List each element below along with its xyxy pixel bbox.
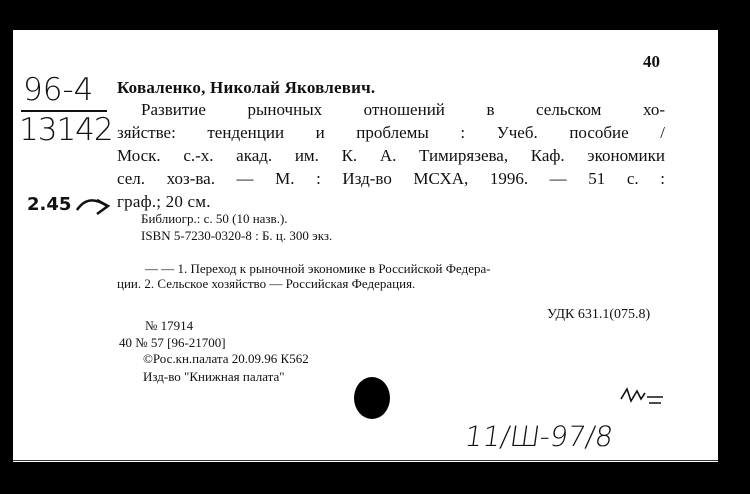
- record-number-2: 40 № 57 [96-21700]: [119, 335, 226, 350]
- title-line: Моск. с.-х. акад. им. К. А. Тимирязева, Каф. экономики: [117, 146, 665, 165]
- handwritten-note-left: 2.45: [27, 194, 72, 215]
- bibliography-note: Библиогр.: с. 50 (10 назв.).: [141, 211, 288, 226]
- handwritten-arrow-mark: [75, 192, 111, 220]
- shelf-mark-bottom: 13142: [19, 112, 113, 148]
- subjects-line-1: — — 1. Переход к рыночной экономике в Российской Федера-: [145, 261, 491, 276]
- copyright-line: ©Рос.кн.палата 20.09.96 К562: [143, 351, 309, 366]
- catalog-card: [13, 30, 718, 462]
- physical-extent: граф.; 20 см.: [117, 192, 211, 211]
- title-line: зяйстве: тенденции и проблемы : Учеб. пособие /: [117, 123, 665, 142]
- udc-code: УДК 631.1(075.8): [547, 307, 651, 322]
- handwritten-scribble: [619, 385, 665, 407]
- publisher-line: Изд-во "Книжная палата": [143, 369, 285, 384]
- handwritten-inventory-number: 11/Ш-97/8: [462, 420, 616, 453]
- title-line: сел. хоз-ва. — М. : Изд-во МСХА, 1996. — 51 с. :: [117, 169, 665, 188]
- shelf-mark-top: 96-4: [23, 72, 94, 108]
- title-line: Развитие рыночных отношений в сельском хо-: [141, 100, 665, 119]
- record-number: № 17914: [145, 318, 194, 333]
- isbn-line: ISBN 5-7230-0320-8 : Б. ц. 300 экз.: [141, 228, 333, 243]
- page-number: 40: [643, 52, 660, 71]
- subjects-line-2: ции. 2. Сельское хозяйство — Российская Федерация.: [117, 276, 416, 291]
- author-heading: Коваленко, Николай Яковлевич.: [117, 78, 376, 97]
- punch-hole: [354, 377, 390, 419]
- title-paragraph: [117, 100, 665, 192]
- card-bottom-edge: [13, 460, 718, 461]
